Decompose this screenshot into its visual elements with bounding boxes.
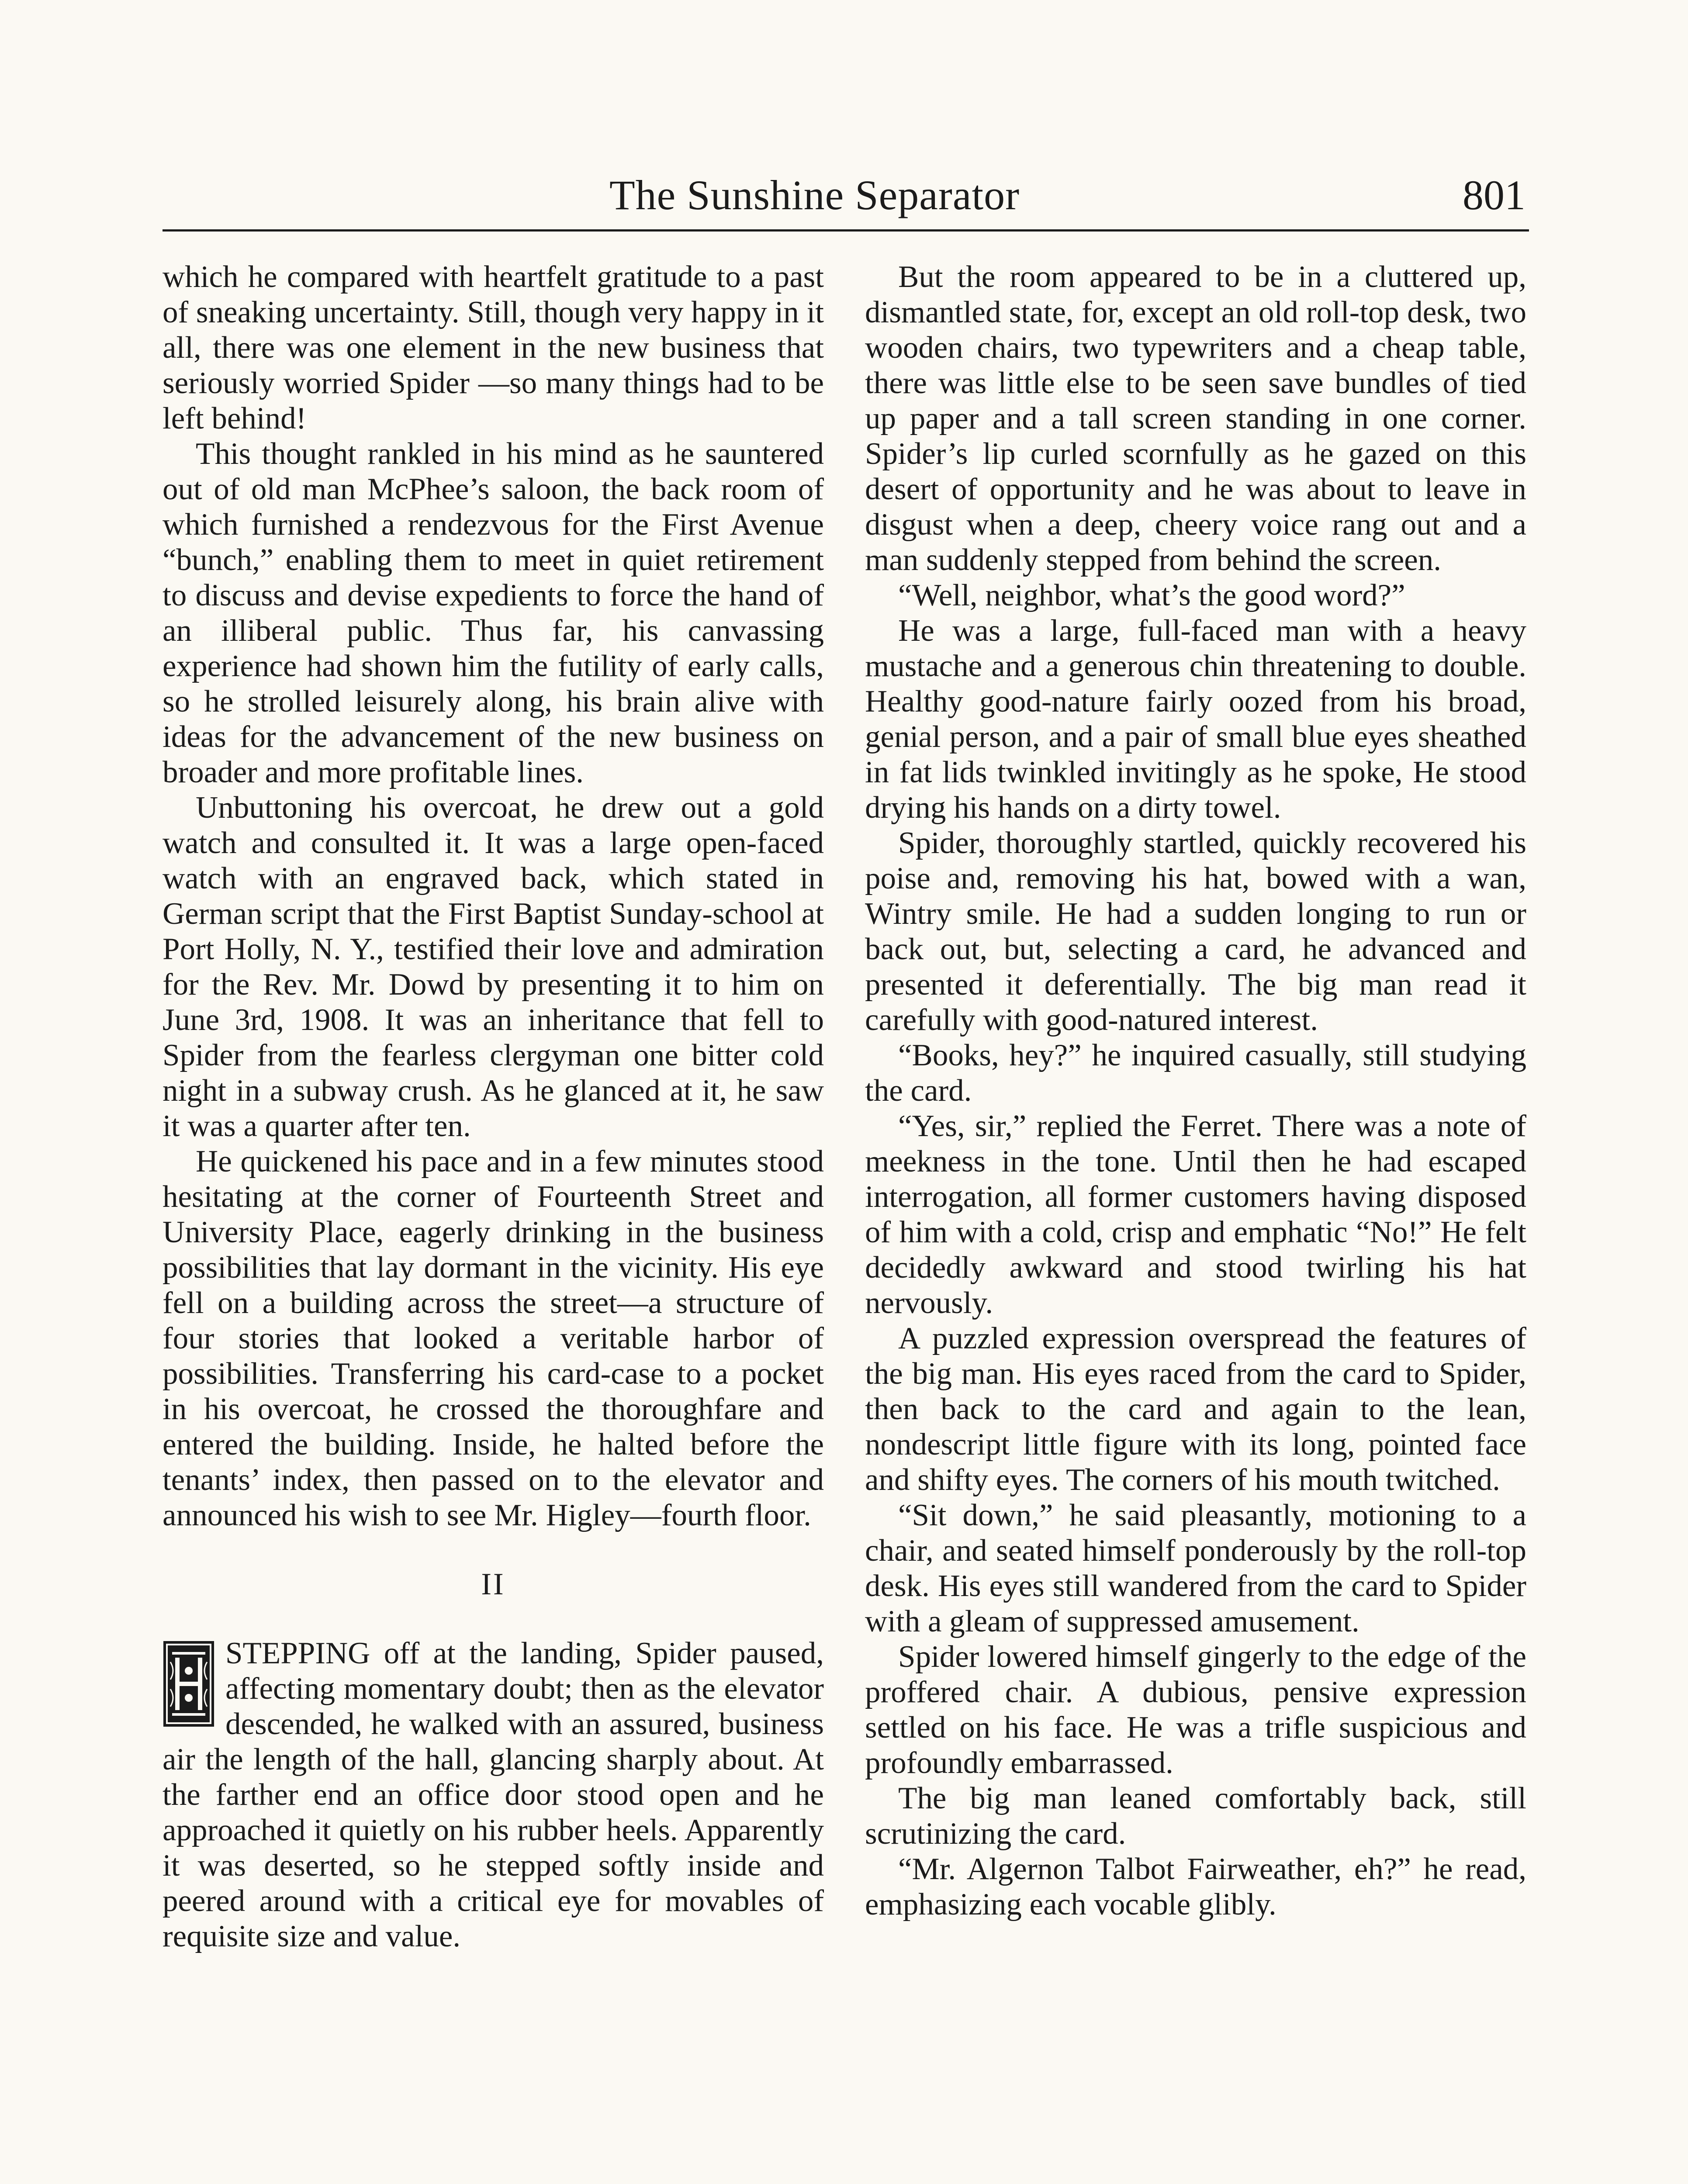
paragraph: He was a large, full-faced man with a heavy mustache and a generous chin threatening to double. Healthy good-nature fairly oozed from his broad, genial person, and a pair of small blue eyes sheathed in fat lids twinkled invitingly as he spoke, He stood drying his hands on a dirty towel. [865,614,1526,825]
paragraph: which he compared with heartfelt gratitude to a past of sneaking uncertainty. Still, though very happy in it all, there was one element in the new business that seriously worried Spider —so many things had to be left behind! [163,260,824,435]
page-number: 801 [1463,172,1525,218]
section-opening-paragraph [163,1636,824,1954]
paragraph: This thought rankled in his mind as he sauntered out of old man McPhee’s saloon, the back room of which furnished a rendezvous for the First Avenue “bunch,” enabling them to meet in quiet retirement to discuss and devise expedients to force the hand of an illiberal public. Thus far, his canvassing experience had shown him the futility of early calls, so he strolled leisurely along, his brain alive with ideas for the advancement of the new business on broader and more profitable lines. [163,437,824,789]
dialogue-paragraph: “Books, hey?” he inquired casually, still studying the card. [865,1038,1526,1108]
dialogue-paragraph: “Well, neighbor, what’s the good word?” [898,578,1405,612]
section-heading: II [481,1567,505,1601]
dialogue-paragraph: “Sit down,” he said pleasantly, motioning to a chair, and seated himself ponderously by the roll-top desk. His eyes still wandered from the card to Spider with a gleam of suppressed amusement. [865,1498,1526,1638]
paragraph: Spider lowered himself gingerly to the edge of the proffered chair. A dubious, pensive expression settled on his face. He was a trifle suspicious and profoundly embarrassed. [865,1640,1526,1780]
right-column [865,259,1526,1922]
ornamental-dropcap-icon [163,1640,215,1728]
section-opening-text: STEPPING off at the landing, Spider paused, affecting momentary doubt; then as the elevator descended, he walked with an assured, business air the length of the hall, glancing sharply about. At the farther end an office door stood open and he approached it quietly on his rubber heels. Apparently it was deserted, so he stepped softly inside and peered around with a critical eye for movables of requisite size and value. [163,1636,824,1953]
dialogue-paragraph: “Mr. Algernon Talbot Fairweather, eh?” he read, emphasizing each vocable glibly. [865,1852,1526,1921]
running-title: The Sunshine Separator [609,172,1020,218]
paragraph: He quickened his pace and in a few minutes stood hesitating at the corner of Fourteenth Street and University Place, eagerly drinking in the business possibilities that lay dormant in the vicinity. His eye fell on a building across the street—a structure of four stories that looked a veritable harbor of possibilities. Transferring his card-case to a pocket in his overcoat, he crossed the thoroughfare and entered the building. Inside, he halted before the tenants’ index, then passed on to the elevator and announced his wish to see Mr. Higley—fourth floor. [163,1144,824,1532]
dialogue-paragraph: “Yes, sir,” replied the Ferret. There was a note of meekness in the tone. Until then he had escaped interrogation, all former customers having disposed of him with a cold, crisp and emphatic “No!” He felt decidedly awkward and stood twirling his hat nervously. [865,1109,1526,1320]
paragraph: But the room appeared to be in a cluttered up, dismantled state, for, except an old roll-top desk, two wooden chairs, two typewriters and a cheap table, there was little else to be seen save bundles of tied up paper and a tall screen standing in one corner. Spider’s lip curled scornfully as he gazed on this desert of opportunity and he was about to leave in disgust when a deep, cheery voice rang out and a man suddenly stepped from behind the screen. [865,260,1526,577]
paragraph: The big man leaned comfortably back, still scrutinizing the card. [865,1781,1526,1851]
paragraph: Spider, thoroughly startled, quickly recovered his poise and, removing his hat, bowed with a wan, Wintry smile. He had a sudden longing to run or back out, but, selecting a card, he advanced and presented it deferentially. The big man read it carefully with good-natured interest. [865,826,1526,1037]
paragraph: Unbuttoning his overcoat, he drew out a gold watch and consulted it. It was a large open-faced watch with an engraved back, which stated in German script that the First Baptist Sunday-school at Port Holly, N. Y., testified their love and admiration for the Rev. Mr. Dowd by presenting it to him on June 3rd, 1908. It was an inheritance that fell to Spider from the fearless clergyman one bitter cold night in a subway crush. As he glanced at it, he saw it was a quarter after ten. [163,791,824,1143]
paragraph: A puzzled expression overspread the features of the big man. His eyes raced from the card to Spider, then back to the card and again to the lean, nondescript little figure with its long, pointed face and shifty eyes. The corners of his mouth twitched. [865,1321,1526,1497]
left-column [163,259,824,1954]
header-rule [163,229,1529,232]
